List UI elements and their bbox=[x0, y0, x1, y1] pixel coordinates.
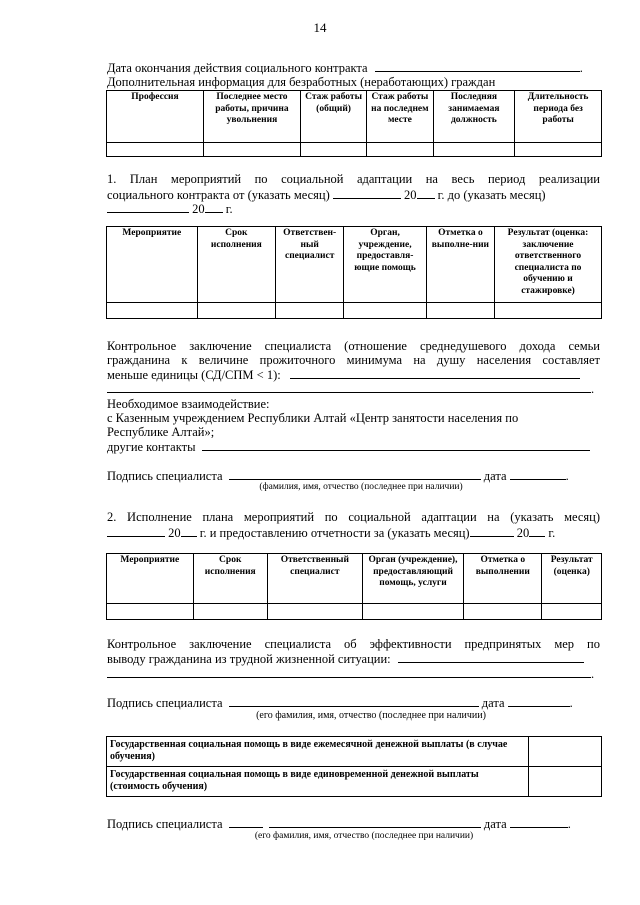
header-deadline: Срок исполнения bbox=[197, 227, 275, 303]
control-line-3: меньше единицы (СД/СПМ < 1): bbox=[107, 367, 600, 383]
plan-line-1: 1. План мероприятий по социальной адаптации на весь период реализации bbox=[107, 172, 600, 186]
lump-sum-payment-label: Государственная социальная помощь в виде единовременной денежной выплаты (стоимость обучения) bbox=[107, 767, 529, 797]
other-contacts-line: другие контакты bbox=[107, 439, 600, 455]
control-value-field[interactable] bbox=[290, 367, 580, 379]
page-number: 14 bbox=[313, 20, 327, 35]
period: . bbox=[579, 61, 583, 75]
execution-year-field[interactable] bbox=[181, 525, 197, 537]
other-contacts-field[interactable] bbox=[202, 439, 590, 451]
header-profession: Профессия bbox=[107, 91, 204, 143]
signature-3-short-field[interactable] bbox=[229, 816, 263, 828]
unemployed-table bbox=[106, 90, 602, 157]
header-mark: Отметка о выполне-нии bbox=[426, 227, 494, 303]
header-event: Мероприятие bbox=[107, 227, 198, 303]
header-organization: Орган (учреждение), предоставляющий помощь, услуги bbox=[362, 554, 463, 604]
signature-1-caption: (фамилия, имя, отчество (последнее при наличии) bbox=[259, 482, 463, 492]
signature-line-3: Подпись специалиста дата . bbox=[107, 817, 571, 831]
header-last-position: Последняя занимаемая должность bbox=[433, 91, 515, 143]
table-row bbox=[107, 737, 602, 767]
table-row bbox=[107, 143, 602, 157]
signature-3-caption: (его фамилия, имя, отчество (последнее при наличии) bbox=[254, 831, 474, 841]
control2-field[interactable] bbox=[398, 651, 584, 663]
monthly-payment-value[interactable] bbox=[529, 737, 602, 767]
control-line-4: . bbox=[107, 381, 600, 397]
header-organization: Орган, учреждение, предоставля-ющие помощь bbox=[344, 227, 427, 303]
header-unemployment-period: Длительность периода без работы bbox=[515, 91, 602, 143]
header-specialist: Ответствен-ный специалист bbox=[276, 227, 344, 303]
signature-line-2: Подпись специалиста дата . bbox=[107, 696, 573, 710]
signature-line-1: Подпись специалиста дата . bbox=[107, 469, 569, 483]
execution-line-2: 20 г. и предоставлению отчетности за (указать месяц) 20 г. bbox=[107, 525, 600, 541]
table-row bbox=[107, 303, 602, 319]
contract-end-label: Дата окончания действия социального контракта bbox=[107, 61, 368, 75]
contract-end-field[interactable] bbox=[375, 60, 580, 72]
signature-2-field[interactable] bbox=[229, 695, 479, 707]
header-result: Результат (оценка: заключение ответственного специалиста по обучению и стажировке) bbox=[495, 227, 602, 303]
header-result: Результат (оценка) bbox=[542, 554, 602, 604]
plan-line-2: социального контракта от (указать месяц) 20 г. до (указать месяц) bbox=[107, 188, 546, 202]
plan-from-month-field[interactable] bbox=[333, 187, 401, 199]
table-row bbox=[107, 604, 602, 620]
signature-2-date-field[interactable] bbox=[508, 695, 570, 707]
control2-continuation-field[interactable] bbox=[107, 666, 591, 678]
control2-line-1: Контрольное заключение специалиста об эффективности предпринятых мер по bbox=[107, 637, 600, 651]
signature-1-date-field[interactable] bbox=[510, 468, 566, 480]
header-deadline: Срок исполнения bbox=[193, 554, 267, 604]
plan-from-year-field[interactable] bbox=[417, 187, 435, 199]
table-row bbox=[107, 767, 602, 797]
interaction-label: Необходимое взаимодействие: bbox=[107, 397, 270, 411]
control-line-2: гражданина к величине прожиточного минимума на душу населения составляет bbox=[107, 353, 600, 367]
control2-line-3: . bbox=[107, 666, 600, 682]
plan-to-year-field[interactable] bbox=[205, 201, 223, 213]
plan-table bbox=[106, 226, 602, 319]
header-last-experience: Стаж работы на последнем месте bbox=[367, 91, 433, 143]
assistance-table bbox=[106, 736, 602, 797]
header-total-experience: Стаж работы (общий) bbox=[300, 91, 366, 143]
plan-to-month-field[interactable] bbox=[107, 201, 189, 213]
header-mark: Отметка о выполнении bbox=[464, 554, 542, 604]
signature-3-field[interactable] bbox=[269, 816, 481, 828]
header-specialist: Ответственный специалист bbox=[267, 554, 362, 604]
report-year-field[interactable] bbox=[529, 525, 545, 537]
control-line-1: Контрольное заключение специалиста (отношение среднедушевого дохода семьи bbox=[107, 339, 600, 353]
monthly-payment-label: Государственная социальная помощь в виде ежемесячной денежной выплаты (в случае обучения) bbox=[107, 737, 529, 767]
execution-line-1: 2. Исполнение плана мероприятий по социальной адаптации на (указать месяц) bbox=[107, 510, 600, 524]
interaction-line-1: с Казенным учреждением Республики Алтай «Центр занятости населения по bbox=[107, 411, 519, 425]
plan-line-3: 20 г. bbox=[107, 201, 600, 217]
contract-end-line bbox=[107, 60, 600, 76]
execution-table bbox=[106, 553, 602, 620]
signature-1-field[interactable] bbox=[229, 468, 481, 480]
unemployed-info-label: Дополнительная информация для безработных (неработающих) граждан bbox=[107, 75, 496, 89]
control-continuation-field[interactable] bbox=[107, 381, 591, 393]
control2-line-2: выводу гражданина из трудной жизненной ситуации: bbox=[107, 651, 600, 667]
header-last-workplace: Последнее место работы, причина увольнения bbox=[203, 91, 300, 143]
interaction-line-2: Республике Алтай»; bbox=[107, 425, 215, 439]
report-month-field[interactable] bbox=[470, 525, 514, 537]
header-event: Мероприятие bbox=[107, 554, 194, 604]
execution-month-field[interactable] bbox=[107, 525, 165, 537]
lump-sum-payment-value[interactable] bbox=[529, 767, 602, 797]
signature-2-caption: (его фамилия, имя, отчество (последнее при наличии) bbox=[256, 710, 486, 721]
signature-3-date-field[interactable] bbox=[510, 816, 568, 828]
